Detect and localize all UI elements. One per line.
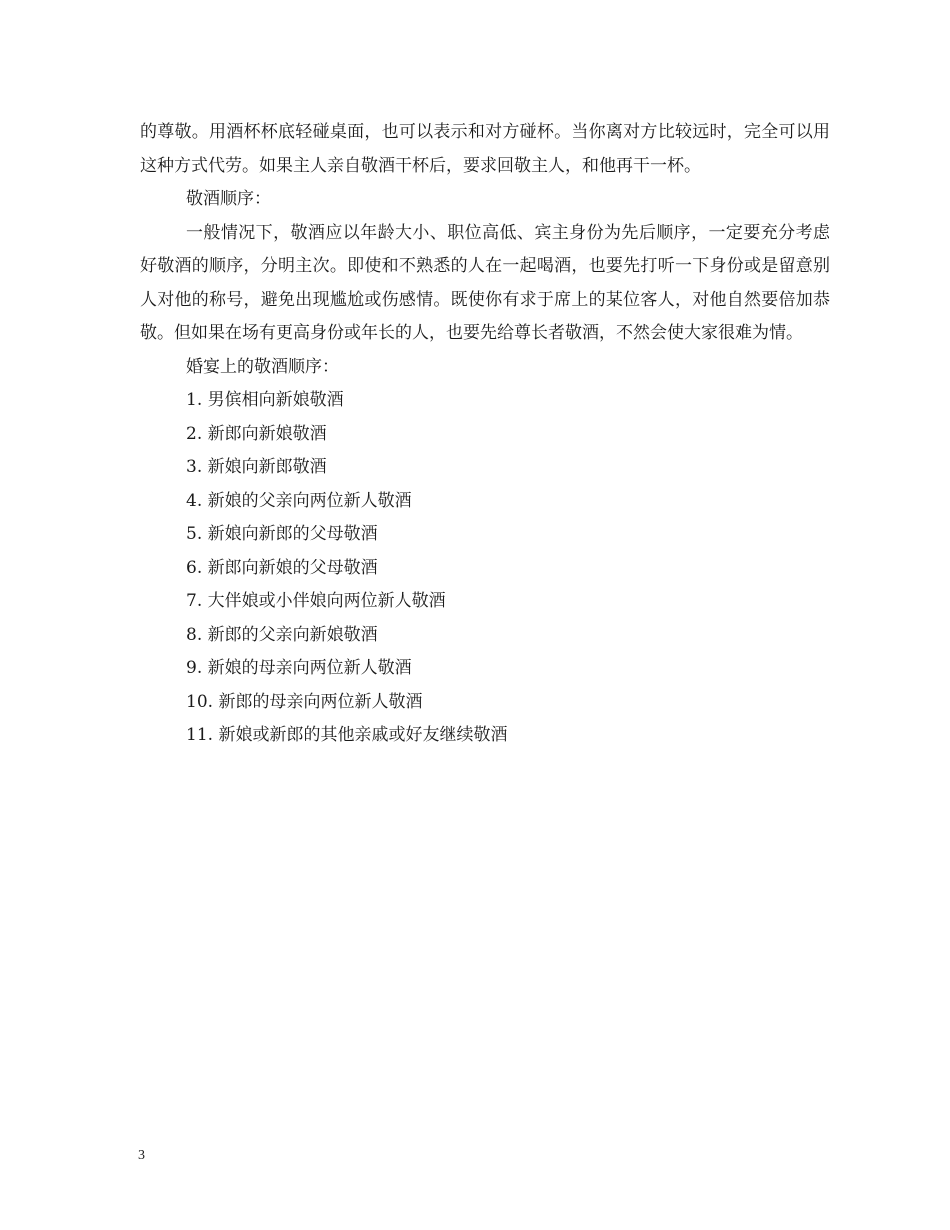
list-item: 4. 新娘的父亲向两位新人敬酒 (186, 490, 412, 511)
list-item: 6. 新郎向新娘的父母敬酒 (186, 557, 378, 578)
list-item: 8. 新郎的父亲向新娘敬酒 (186, 624, 378, 645)
page-number: 3 (138, 1148, 145, 1163)
section-heading-wedding-order: 婚宴上的敬酒顺序： (186, 356, 339, 377)
list-item: 1. 男傧相向新娘敬酒 (186, 390, 344, 410)
list-item: 11. 新娘或新郎的其他亲戚或好友继续敬酒 (186, 725, 508, 745)
list-item: 9. 新娘的母亲向两位新人敬酒 (186, 658, 412, 678)
list-item: 10. 新郎的母亲向两位新人敬酒 (186, 691, 423, 712)
document-body (140, 116, 830, 753)
list-item: 3. 新娘向新郎敬酒 (186, 457, 327, 477)
section-heading-toast-order: 敬酒顺序： (186, 189, 271, 209)
paragraph-continuation: 的尊敬。用酒杯杯底轻碰桌面，也可以表示和对方碰杯。当你离对方比较远时，完全可以用这种方式代劳。如果主人亲自敬酒干杯后，要求回敬主人，和他再干一杯。 (140, 122, 830, 176)
wedding-order-list (140, 384, 830, 753)
paragraph-general-order: 一般情况下，敬酒应以年龄大小、职位高低、宾主身份为先后顺序，一定要充分考虑好敬酒的顺序，分明主次。即使和不熟悉的人在一起喝酒，也要先打听一下身份或是留意别人对他的称号，避免出现尴尬或伤感情。既使你有求于席上的某位客人，对他自然要倍加恭敬。但如果在场有更高身份或年长的人，也要先给尊长者敬酒，不然会使大家很难为情。 (140, 222, 830, 343)
list-item: 7. 大伴娘或小伴娘向两位新人敬酒 (186, 591, 446, 611)
list-item: 5. 新娘向新郎的父母敬酒 (186, 524, 378, 544)
list-item: 2. 新郎向新娘敬酒 (186, 423, 327, 444)
